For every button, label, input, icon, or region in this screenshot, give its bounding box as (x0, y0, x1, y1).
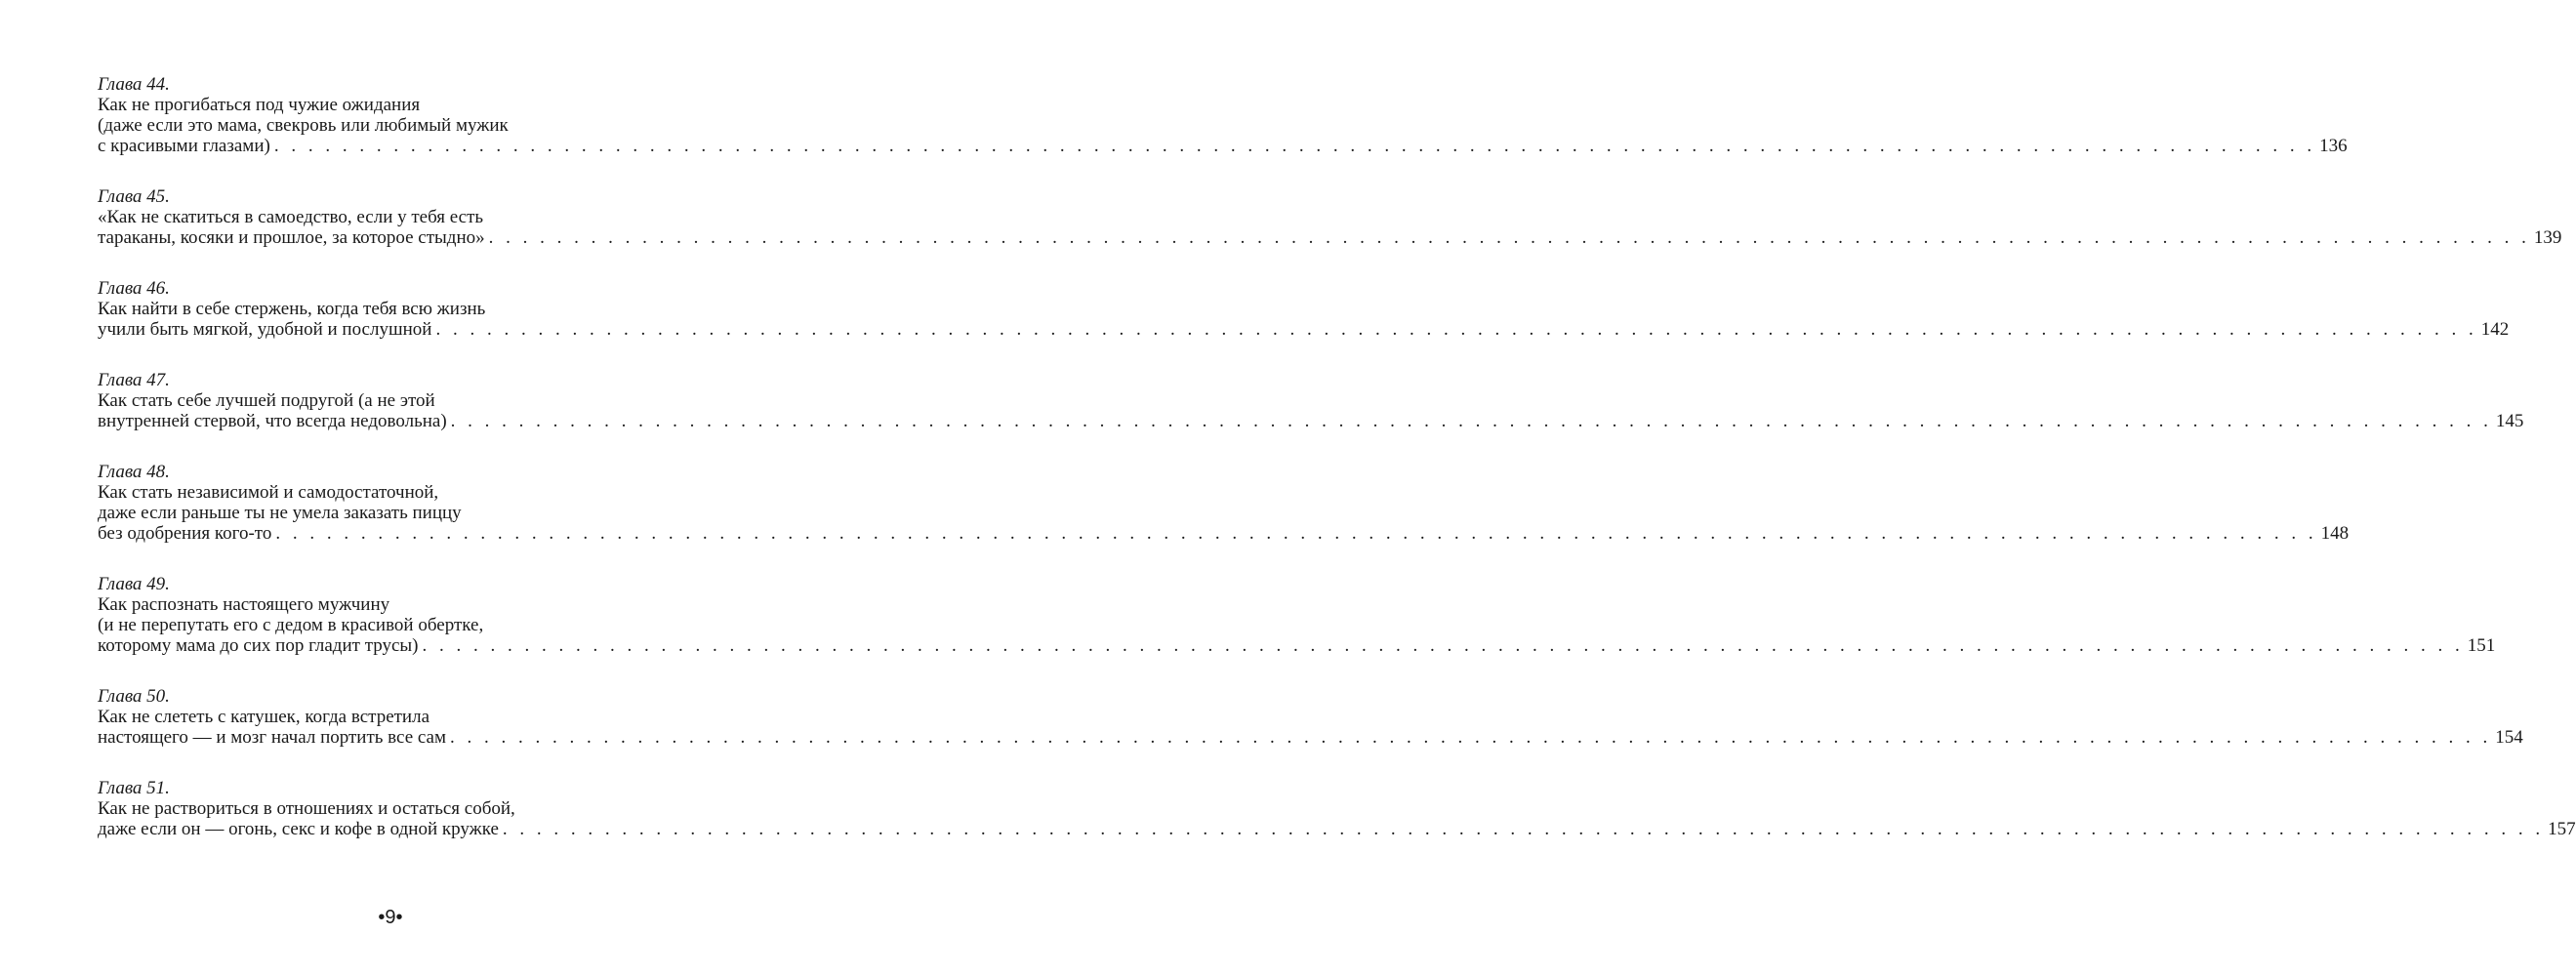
chapter-title-line: «Как не скатиться в самоедство, если у тебя есть (98, 207, 484, 227)
chapter-title-line: внутренней стервой, что всегда недовольна) (98, 411, 447, 431)
chapter-label: Глава 50. (98, 686, 170, 707)
page-reference: 148 (2320, 523, 2350, 544)
chapter-title-line: без одобрения кого-то (98, 523, 272, 544)
page-reference: 154 (2495, 727, 2523, 748)
chapter-title-last-line (98, 819, 2576, 839)
chapter-title-last-line (98, 523, 2350, 544)
chapter-title-line: даже если он — огонь, секс и кофе в одной кружке (98, 819, 499, 839)
chapter-title-last-line (98, 227, 2562, 248)
chapter-label: Глава 48. (98, 462, 170, 482)
chapter-label: Глава 44. (98, 74, 170, 95)
chapter-title-line: настоящего — и мозг начал портить все сам (98, 727, 447, 748)
page-reference: 142 (2480, 319, 2510, 340)
toc-entry[interactable] (98, 370, 2524, 431)
chapter-title-line: (и не перепутать его с дедом в красивой обертке, (98, 615, 484, 635)
chapter-title-last-line (98, 319, 2510, 340)
dot-leader: . . . . . . . . . . . . . . . . . . . . . . . . . . . . . . . . . . . . . . . . . . . . . . . . . . . . . . . . . . . . . . . . . . . . . . . . . . . . . . . . . . . . . . . . . . . . . . . . . . . . . . . . . . . . . . . . . . . . . . . . (450, 727, 2492, 748)
chapter-title-line: даже если раньше ты не умела заказать пиццу (98, 503, 462, 523)
chapter-title-line: Как стать независимой и самодостаточной, (98, 482, 439, 503)
chapter-title-line: Как стать себе лучшей подругой (а не этой (98, 390, 435, 411)
toc-entry[interactable] (98, 462, 2350, 544)
page-reference: 139 (2533, 227, 2562, 248)
chapter-label: Глава 51. (98, 778, 170, 798)
page-reference: 151 (2467, 635, 2496, 656)
dot-leader: . . . . . . . . . . . . . . . . . . . . . . . . . . . . . . . . . . . . . . . . . . . . . . . . . . . . . . . . . . . . . . . . . . . . . . . . . . . . . . . . . . . . . . . . . . . . . . . . . . . . . . . . . . . . . . . . . . . . . . . . (488, 227, 2530, 248)
chapter-label: Глава 49. (98, 574, 170, 594)
dot-leader: . . . . . . . . . . . . . . . . . . . . . . . . . . . . . . . . . . . . . . . . . . . . . . . . . . . . . . . . . . . . . . . . . . . . . . . . . . . . . . . . . . . . . . . . . . . . . . . . . . . . . . . . . . . . . . . . . . . . . . . . (273, 136, 2316, 156)
chapter-label: Глава 46. (98, 278, 170, 299)
chapter-label: Глава 45. (98, 186, 170, 207)
toc-entry[interactable] (98, 186, 2562, 248)
page-reference: 136 (2319, 136, 2348, 156)
chapter-title-line: Как не прогибаться под чужие ожидания (98, 95, 421, 115)
chapter-title-last-line (98, 727, 2523, 748)
dot-leader: . . . . . . . . . . . . . . . . . . . . . . . . . . . . . . . . . . . . . . . . . . . . . . . . . . . . . . . . . . . . . . . . . . . . . . . . . . . . . . . . . . . . . . . . . . . . . . . . . . . . . . . . . . . . . . . . . . . . . . . . (275, 523, 2317, 544)
chapter-title-line: (даже если это мама, свекровь или любимый мужик (98, 115, 509, 136)
chapter-title-last-line (98, 635, 2496, 656)
page-reference: 145 (2495, 411, 2524, 431)
table-of-contents (98, 74, 2576, 870)
toc-entry[interactable] (98, 74, 2348, 156)
chapter-title-line: Как распознать настоящего мужчину (98, 594, 390, 615)
dot-leader: . . . . . . . . . . . . . . . . . . . . . . . . . . . . . . . . . . . . . . . . . . . . . . . . . . . . . . . . . . . . . . . . . . . . . . . . . . . . . . . . . . . . . . . . . . . . . . . . . . . . . . . . . . . . . . . . . . . . . . . . (435, 319, 2477, 340)
page-number: •9• (378, 907, 403, 928)
chapter-title-line: учили быть мягкой, удобной и послушной (98, 319, 432, 340)
chapter-label: Глава 47. (98, 370, 170, 390)
chapter-title-line: с красивыми глазами) (98, 136, 270, 156)
toc-entry[interactable] (98, 778, 2576, 839)
dot-leader: . . . . . . . . . . . . . . . . . . . . . . . . . . . . . . . . . . . . . . . . . . . . . . . . . . . . . . . . . . . . . . . . . . . . . . . . . . . . . . . . . . . . . . . . . . . . . . . . . . . . . . . . . . . . . . . . . . . . . . . . (450, 411, 2492, 431)
chapter-title-line: тараканы, косяки и прошлое, за которое стыдно» (98, 227, 485, 248)
chapter-title-line: которому мама до сих пор гладит трусы) (98, 635, 419, 656)
chapter-title-last-line (98, 136, 2348, 156)
page-reference: 157 (2548, 819, 2576, 839)
chapter-title-last-line (98, 411, 2524, 431)
toc-entry[interactable] (98, 574, 2496, 656)
chapter-title-line: Как не слететь с катушек, когда встретила (98, 707, 430, 727)
toc-entry[interactable] (98, 686, 2523, 748)
chapter-title-line: Как не раствориться в отношениях и остаться собой, (98, 798, 515, 819)
dot-leader: . . . . . . . . . . . . . . . . . . . . . . . . . . . . . . . . . . . . . . . . . . . . . . . . . . . . . . . . . . . . . . . . . . . . . . . . . . . . . . . . . . . . . . . . . . . . . . . . . . . . . . . . . . . . . . . . . . . . . . . . (502, 819, 2545, 839)
chapter-title-line: Как найти в себе стержень, когда тебя всю жизнь (98, 299, 486, 319)
dot-leader: . . . . . . . . . . . . . . . . . . . . . . . . . . . . . . . . . . . . . . . . . . . . . . . . . . . . . . . . . . . . . . . . . . . . . . . . . . . . . . . . . . . . . . . . . . . . . . . . . . . . . . . . . . . . . . . . . . . . . . . . (422, 635, 2464, 656)
toc-entry[interactable] (98, 278, 2510, 340)
